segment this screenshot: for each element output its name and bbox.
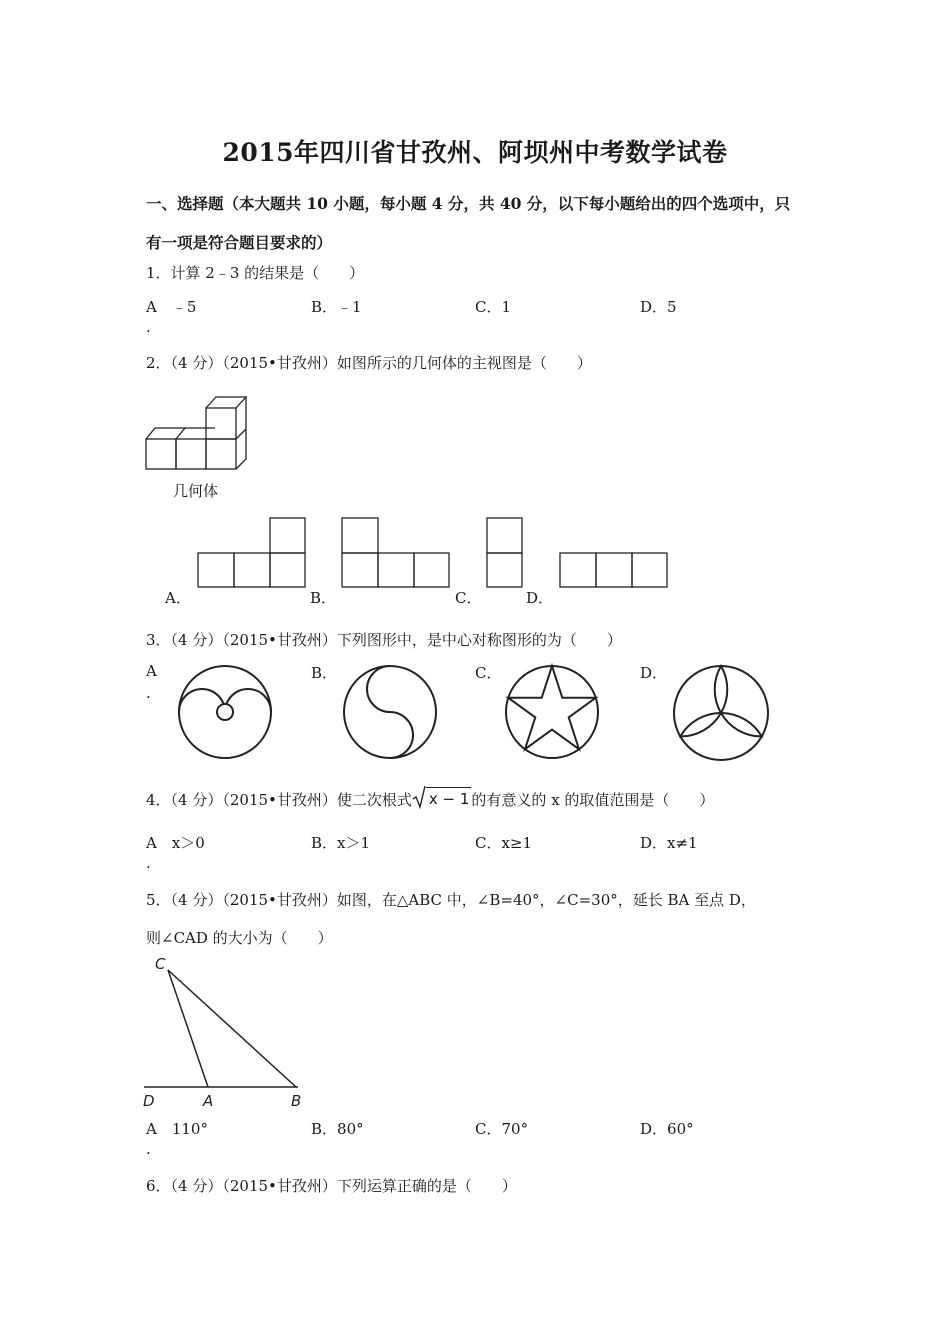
section-heading-line1: 一、选择题（本大题共 10 小题，每小题 4 分，共 40 分，以下每小题给出的四个选项中，只 <box>146 194 791 213</box>
q2-figure-label: 几何体 <box>173 482 219 500</box>
q5-point-c: C <box>155 955 166 973</box>
q2-option-a: A． <box>165 589 191 607</box>
q4-option-c: C．x≥1 <box>475 834 533 852</box>
q2-option-d: D． <box>526 589 554 607</box>
q5-stem-line2: 则∠CAD 的大小为（ ） <box>146 929 333 947</box>
q3-option-a-figure <box>176 663 274 761</box>
q3-option-a: A <box>146 662 157 680</box>
q1-option-b: B．﹣1 <box>311 298 362 316</box>
q5-option-b: B．80° <box>311 1120 364 1138</box>
q4-radicand: x − 1 <box>426 787 472 809</box>
q4-stem <box>146 787 714 811</box>
q1-option-c: C．1 <box>475 298 512 316</box>
q2-option-c: C． <box>455 589 482 607</box>
q2-option-c-view <box>486 517 524 589</box>
q2-stem: 2．（4 分）（2015•甘孜州）如图所示的几何体的主视图是（ ） <box>146 354 592 372</box>
q5-triangle-figure <box>140 954 310 1112</box>
q3-option-c-figure <box>503 663 601 761</box>
q2-option-b: B． <box>310 589 337 607</box>
q5-option-c: C．70° <box>475 1120 529 1138</box>
q5-stem-line1: 5．（4 分）（2015•甘孜州）如图，在△ABC 中，∠B=40°，∠C=30°，延长 BA 至点 D， <box>146 891 756 909</box>
q3-option-b-figure <box>341 663 439 761</box>
q5-point-d: D <box>143 1092 155 1110</box>
page-title: 2015年四川省甘孜州、阿坝州中考数学试卷 <box>222 138 728 167</box>
q2-solid-figure <box>140 392 255 474</box>
q4-option-a-dot: . <box>146 854 151 872</box>
q2-option-b-view <box>341 517 451 589</box>
q3-option-d: D． <box>640 664 668 682</box>
q3-option-d-figure <box>671 663 771 763</box>
q6-stem: 6．（4 分）（2015•甘孜州）下列运算正确的是（ ） <box>146 1177 517 1195</box>
section-heading-line2: 有一项是符合题目要求的） <box>146 233 333 252</box>
q4-radical <box>412 785 472 809</box>
q4-option-d: D．x≠1 <box>640 834 698 852</box>
q2-option-a-view <box>197 517 307 589</box>
q5-option-a: A 110° <box>146 1120 208 1138</box>
q5-option-a-dot: . <box>146 1140 151 1158</box>
q5-option-d: D．60° <box>640 1120 694 1138</box>
q5-point-b: B <box>291 1092 302 1110</box>
q3-stem: 3．（4 分）（2015•甘孜州）下列图形中，是中心对称图形的为（ ） <box>146 631 622 649</box>
q4-stem-after: 的有意义的 x 的取值范围是（ ） <box>471 790 715 809</box>
q1-option-a-dot: . <box>146 318 151 336</box>
q1-option-d: D．5 <box>640 298 677 316</box>
q4-option-a: A x＞0 <box>146 834 205 852</box>
q3-option-c: C． <box>475 664 502 682</box>
q2-option-d-view <box>559 552 669 589</box>
q4-option-b: B．x＞1 <box>311 834 371 852</box>
q3-option-b: B． <box>311 664 338 682</box>
q3-option-a-dot: . <box>146 684 151 702</box>
q4-stem-before: 4．（4 分）（2015•甘孜州）使二次根式 <box>146 790 412 809</box>
q1-stem: 1．计算 2﹣3 的结果是（ ） <box>146 264 365 282</box>
q5-point-a: A <box>203 1092 214 1110</box>
radical-sign-icon <box>412 785 426 809</box>
q1-option-a: A ﹣5 <box>146 298 197 316</box>
